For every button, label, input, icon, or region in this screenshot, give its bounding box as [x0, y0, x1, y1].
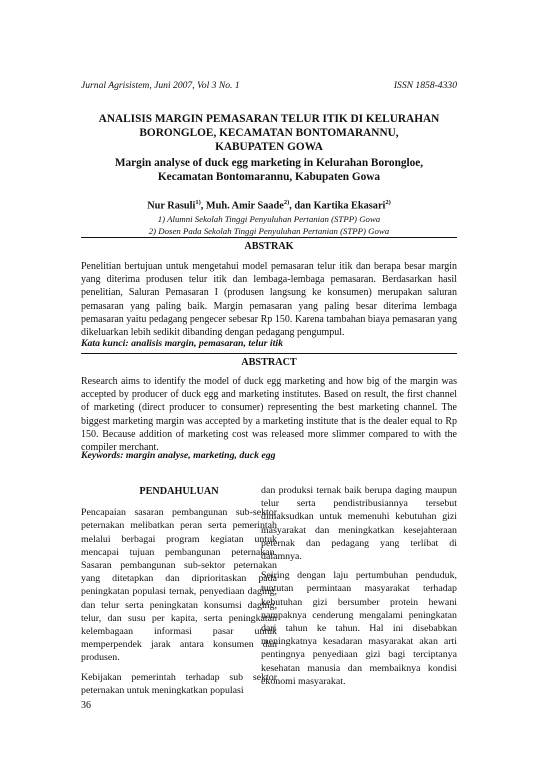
section-heading-pendahuluan: PENDAHULUAN	[139, 486, 219, 497]
running-header	[81, 80, 457, 91]
author-1-affil-mark: 1)	[195, 199, 201, 206]
abstrak-heading: ABSTRAK	[244, 241, 294, 252]
paper-title-line-2: BORONGLOE, KECAMATAN BONTOMARANNU,	[139, 127, 399, 139]
abstract-text: Research aims to identify the model of duck egg marketing and how big of the margin was accepted by producer of duck egg and marketing institutes. Based on result, the first channel of marketing (direct producer to consumer) representing the best marketing channel. The biggest marketing margin was accepted by a marketing institute that is the dealer equal to Rp 150. Because addition of marketing cost was released more slimmer compared to with the compiler merchant.	[81, 376, 457, 454]
left-paragraph-2: Kebijakan pemerintah terhadap sub sektor peternakan untuk meningkatkan populasi	[81, 671, 277, 696]
right-paragraph-1: dan produksi ternak baik berupa daging maupun telur serta pendistribusiannya tersebut dimaksudkan untuk memenuhi kebutuhan gizi masyarakat dan meningkatkan kesejahteraan peternak dan pedagang yang terlibat di dalamnya.	[261, 485, 457, 563]
paper-title-line-1: ANALISIS MARGIN PEMASARAN TELUR ITIK DI KELURAHAN	[98, 113, 440, 125]
affiliation-1: 1) Alumni Sekolah Tinggi Penyuluhan Pertanian (STPP) Gowa	[157, 214, 381, 225]
abstrak-text: Penelitian bertujuan untuk mengetahui model pemasaran telur itik dan berapa besar margin yang diterima produsen telur itik dan lembaga-lembaga pemasaran. Berdasarkan hasil penelitian, Saluran Pemasaran I (produsen langsung ke konsumen) merupakan saluran pemasaran yang paling baik. Margin pemasaran yang paling besar diterima lembaga pemasaran yaitu pedagang pengecer sebesar Rp 150. Karena tambahan biaya pemasaran yang dikeluarkan lebih sedikit dibanding dengan pedagang pengumpul.	[81, 261, 457, 339]
author-list	[81, 196, 457, 212]
divider-top	[81, 237, 457, 238]
journal-citation: Jurnal Agrisistem, Juni 2007, Vol 3 No. 1	[81, 80, 240, 91]
paper-title-line-3: KABUPATEN GOWA	[215, 141, 323, 153]
page-number: 36	[81, 700, 91, 711]
title-block	[81, 112, 457, 237]
affiliation-2: 2) Dosen Pada Sekolah Tinggi Penyuluhan Pertanian (STPP) Gowa	[148, 226, 390, 237]
divider-middle	[81, 353, 457, 354]
author-2: , Muh. Amir Saade	[200, 200, 284, 212]
author-2-affil-mark: 2)	[283, 199, 290, 206]
kata-kunci: Kata kunci: analisis margin, pemasaran, telur itik	[81, 338, 283, 349]
author-1: Nur Rasuli	[147, 200, 196, 212]
english-title-line-2: Kecamatan Bontomarannu, Kabupaten Gowa	[157, 171, 381, 183]
abstract-heading: ABSTRACT	[241, 357, 297, 368]
right-paragraph-2: Seiring dengan laju pertumbuhan penduduk, tuntutan permintaan masyarakat terhadap kebutuhan gizi bersumber protein hewani nampaknya cenderung mengalami peningkatan dari tahun ke tahun. Hal ini disebabkan meningkatnya kesadaran masyarakat akan arti pentingnya penyediaan gizi bagi terciptanya kesehatan manusia dan membaiknya kondisi ekonomi masyarakat.	[261, 570, 457, 687]
keywords: Keywords: margin analyse, marketing, duck egg	[81, 450, 276, 461]
author-3: , dan Kartika Ekasari	[289, 200, 386, 212]
issn: ISSN 1858-4330	[393, 80, 457, 91]
english-title-line-1: Margin analyse of duck egg marketing in Kelurahan Borongloe,	[114, 157, 424, 169]
author-3-affil-mark: 2)	[385, 199, 391, 206]
left-column	[81, 485, 277, 703]
left-paragraph-1: Pencapaian sasaran pembangunan sub-sektor peternakan melibatkan peran serta pemerintah melalui berbagai program kegiatan untuk mencapai tujuan pembangunan peternakan. Sasaran pembangunan sub-sektor peternakan yang ditetapkan dan diprioritaskan pada peningkatan populasi ternak, penyediaan daging, dan telur serta peningkatan konsumsi daging, telur, dan susu per kapita, serta peningkatan kelembagaan informasi pasar untuk memperpendek jarak antara konsumen dan produsen.	[81, 507, 277, 664]
right-column	[261, 484, 457, 694]
